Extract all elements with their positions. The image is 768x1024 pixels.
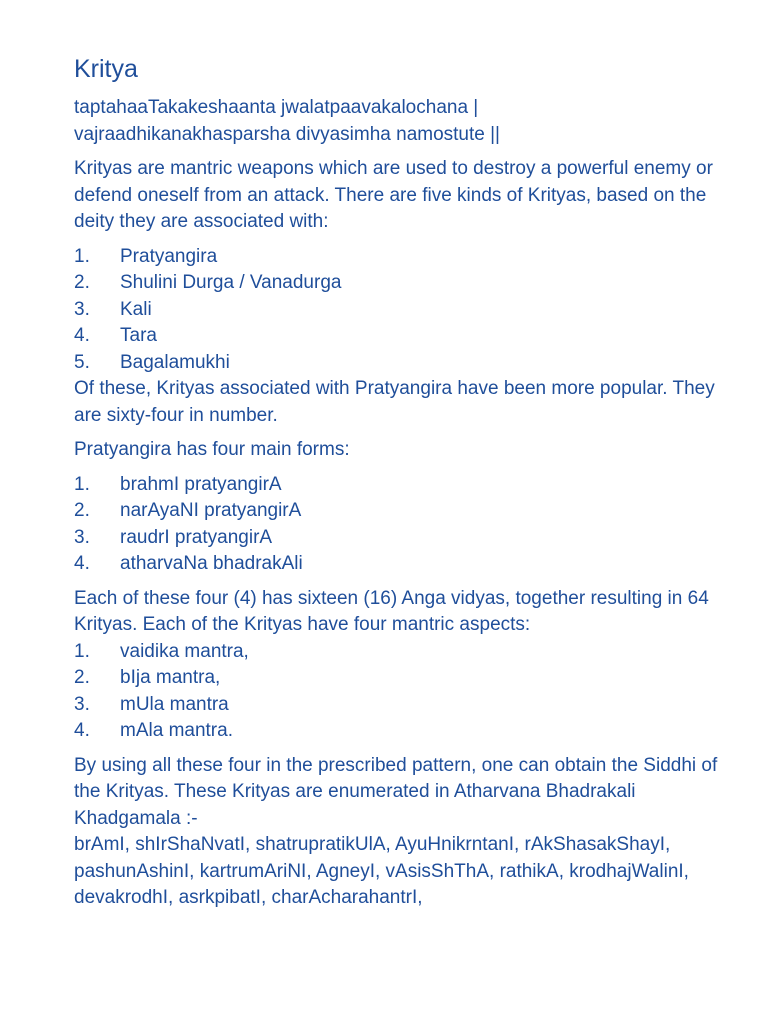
list-item <box>74 551 724 578</box>
forms-intro: Pratyangira has four main forms: <box>74 439 350 460</box>
list-text: narAyaNI pratyangirA <box>120 500 302 521</box>
verse-line-2: vajraadhikanakhasparsha divyasimha namostute || <box>74 123 500 145</box>
list-item <box>74 639 724 666</box>
list-item <box>74 665 724 692</box>
list-item <box>74 525 724 552</box>
list-item <box>74 270 724 297</box>
kritya-names: brAmI, shIrShaNvatI, shatrupratikUlA, AyuHnikrntanI, rAkShasakShayI, pashunAshinI, kartrumAriNI, AgneyI, vAsisShThA, rathikA, krodhajWalinI, devakrodhI, asrkpibatI, charAcharahantrI, <box>74 834 689 908</box>
list-text: bIja mantra, <box>120 667 221 688</box>
verse-line-1: taptahaaTakakeshaanta jwalatpaavakalochana | <box>74 97 479 118</box>
list-number: 3. <box>74 693 90 715</box>
list-number: 2. <box>74 667 90 688</box>
aspects-list <box>74 639 724 745</box>
list-item <box>74 244 724 271</box>
list-text: raudrI pratyangirA <box>120 526 273 548</box>
list-item <box>74 692 724 719</box>
list-text: mUla mantra <box>120 693 229 715</box>
deity-list <box>74 244 724 377</box>
list-number: 3. <box>74 526 90 548</box>
list-text: Tara <box>120 325 157 346</box>
list-text: Pratyangira <box>120 245 218 267</box>
list-item <box>74 350 724 377</box>
page-title: Kritya <box>74 55 138 83</box>
list-item <box>74 297 724 324</box>
anga-paragraph: Each of these four (4) has sixteen (16) Anga vidyas, together resulting in 64 Krityas. Each of the Krityas have four mantric aspects: <box>74 587 709 635</box>
list-text: vaidika mantra, <box>120 640 249 662</box>
list-text: mAla mantra. <box>120 720 233 741</box>
list-number: 4. <box>74 553 90 574</box>
list-item <box>74 718 724 745</box>
list-number: 2. <box>74 272 90 293</box>
list-number: 2. <box>74 500 90 521</box>
forms-list <box>74 472 724 578</box>
list-number: 4. <box>74 720 90 741</box>
list-text: atharvaNa bhadrakAli <box>120 553 303 574</box>
list-number: 1. <box>74 245 90 267</box>
list-text: Kali <box>120 298 152 320</box>
list-number: 3. <box>74 298 90 320</box>
list-item <box>74 498 724 525</box>
list-number: 1. <box>74 473 90 495</box>
list-number: 4. <box>74 325 90 346</box>
siddhi-paragraph: By using all these four in the prescribed pattern, one can obtain the Siddhi of the Krityas. These Krityas are enumerated in Atharvana Bhadrakali Khadgamala :- <box>74 754 718 829</box>
list-text: brahmI pratyangirA <box>120 473 282 495</box>
list-item <box>74 472 724 499</box>
list-number: 1. <box>74 640 90 662</box>
list-text: Bagalamukhi <box>120 351 230 373</box>
intro-paragraph: Krityas are mantric weapons which are used to destroy a powerful enemy or defend oneself from an attack. There are five kinds of Krityas, based on the deity they are associated with: <box>74 158 713 232</box>
list-item <box>74 323 724 350</box>
list-number: 5. <box>74 351 90 373</box>
popular-paragraph: Of these, Krityas associated with Pratyangira have been more popular. They are sixty-four in number. <box>74 378 715 426</box>
verse <box>74 95 724 148</box>
document-page <box>74 52 724 920</box>
list-text: Shulini Durga / Vanadurga <box>120 272 342 293</box>
